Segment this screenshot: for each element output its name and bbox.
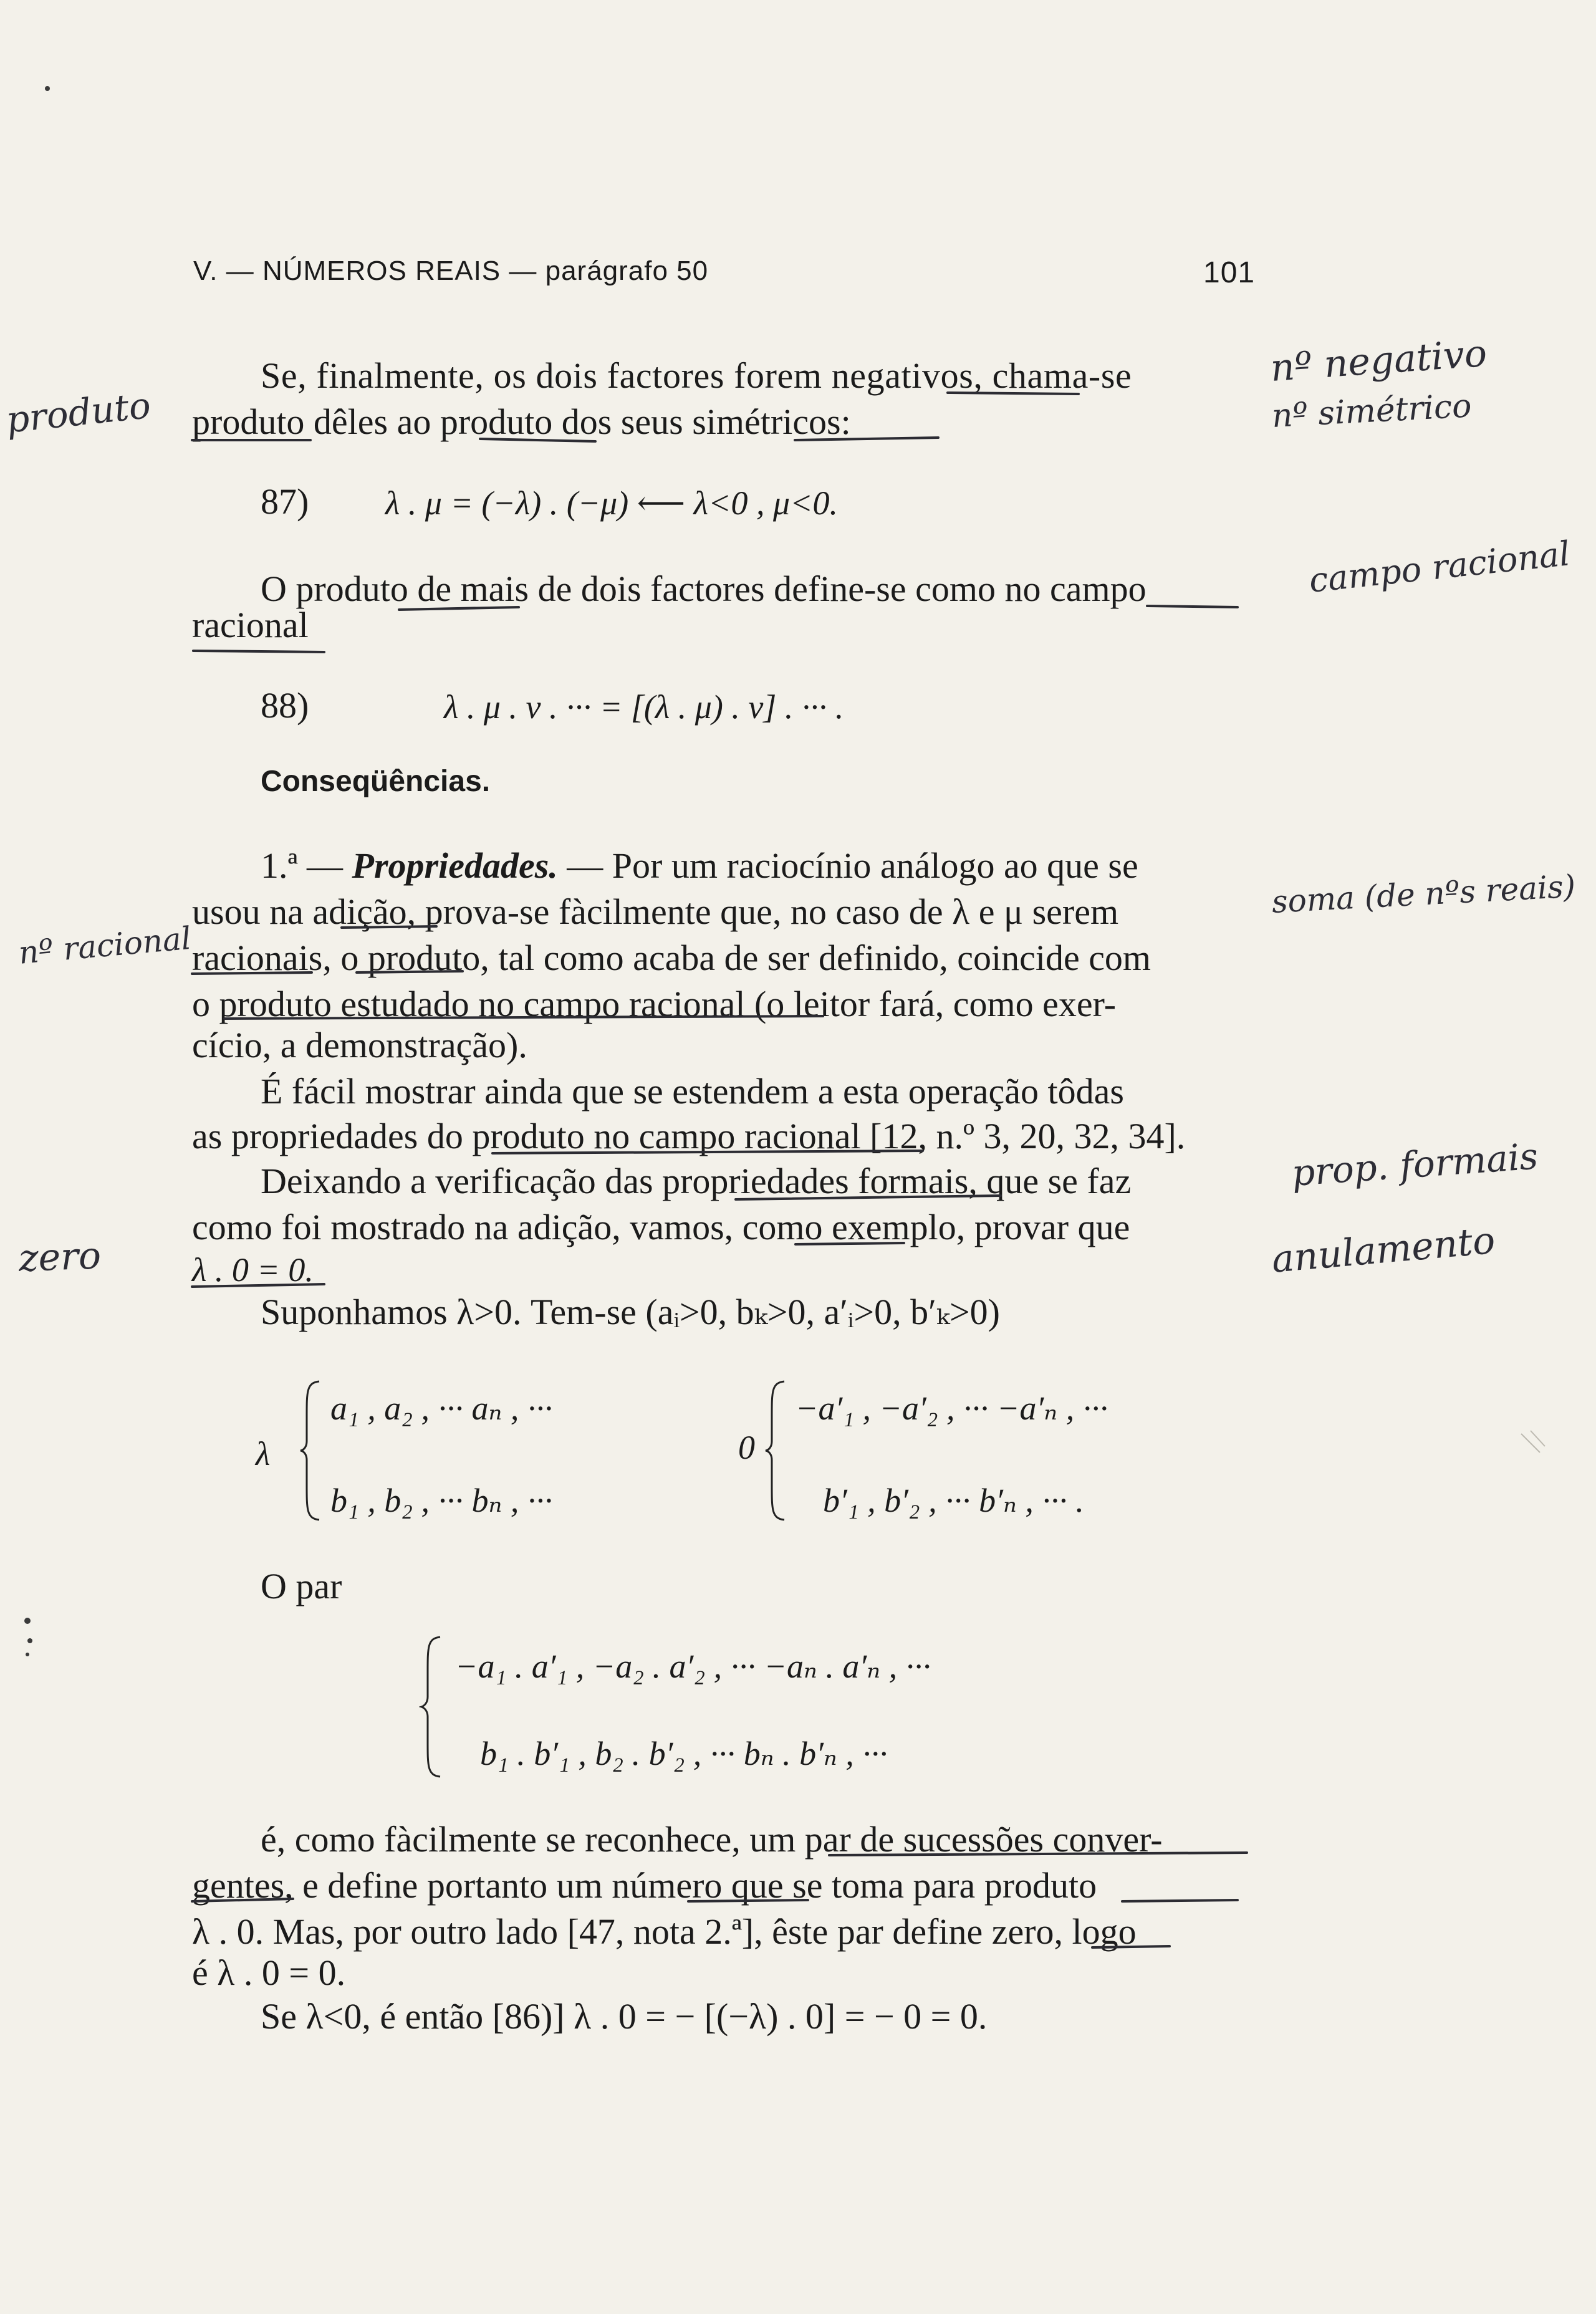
- running-header: V. — NÚMEROS REAIS — parágrafo 50: [193, 256, 709, 286]
- property-line-6: É fácil mostrar ainda que se estendem a esta operação tôdas: [261, 1071, 1124, 1111]
- product-pair-bottom: b₁ . b′₁ , b₂ . b′₂ , ··· bₙ . b′ₙ , ···: [480, 1735, 888, 1772]
- conclusion-line-4: é λ . 0 = 0.: [192, 1952, 346, 1993]
- margin-note-product: produto: [4, 383, 153, 441]
- margin-note-symmetric: nº simétrico: [1271, 387, 1473, 435]
- margin-note-formal-properties: prop. formais: [1290, 1135, 1540, 1194]
- zero-top-sequence: −a′₁ , −a′₂ , ··· −a′ₙ , ···: [796, 1390, 1108, 1427]
- paragraph-2-line-1: O produto de mais de dois factores define-se como no campo: [261, 569, 1147, 609]
- property-line-11: Suponhamos λ>0. Tem-se (aᵢ>0, bₖ>0, a′ᵢ>0, b′ₖ>0): [261, 1292, 1000, 1332]
- property-title: Propriedades.: [352, 845, 558, 886]
- conclusion-line-3: λ . 0. Mas, por outro lado [47, nota 2.ª], êste par define zero, logo: [192, 1911, 1137, 1952]
- equation-87-formula: λ . μ = (−λ) . (−μ) ⟵ λ<0 , μ<0.: [385, 484, 839, 522]
- paragraph-1-line-2: produto dêles ao produto dos seus simétricos:: [192, 401, 851, 442]
- property-line-2: usou na adição, prova-se fàcilmente que, no caso de λ e μ serem: [192, 891, 1119, 932]
- lambda-top-sequence: a₁ , a₂ , ··· aₙ , ···: [330, 1390, 553, 1427]
- property-line-10: λ . 0 = 0.: [192, 1251, 314, 1289]
- equation-88-label: 88): [261, 685, 309, 726]
- property-line-7: as propriedades do produto no campo racional [12, n.º 3, 20, 32, 34].: [192, 1116, 1186, 1156]
- o-par-text: O par: [261, 1566, 342, 1606]
- conclusion-line-5: Se λ<0, é então [86)] λ . 0 = − [(−λ) . 0] = − 0 = 0.: [261, 1996, 988, 2037]
- property-line-5: cício, a demonstração).: [192, 1025, 527, 1065]
- margin-note-negative: nº negativo: [1269, 331, 1489, 390]
- margin-note-zero: zero: [17, 1234, 102, 1280]
- paragraph-2-line-2: racional: [192, 605, 309, 645]
- zero-bottom-sequence: b′₁ , b′₂ , ··· b′ₙ , ··· .: [823, 1482, 1084, 1519]
- property-line-9: como foi mostrado na adição, vamos, como exemplo, provar que: [192, 1207, 1130, 1247]
- margin-note-rational-number: nº racional: [17, 919, 193, 971]
- paragraph-1-line-1: Se, finalmente, os dois factores forem negativos, chama-se: [261, 355, 1132, 396]
- section-title: Conseqüências.: [261, 765, 491, 798]
- margin-note-annulment: anulamento: [1269, 1218, 1497, 1282]
- conclusion-line-1: é, como fàcilmente se reconhece, um par de sucessões conver-: [261, 1819, 1163, 1860]
- equation-88-formula: λ . μ . ν . ··· = [(λ . μ) . ν] . ··· .: [444, 688, 844, 726]
- margin-note-rational-field: campo racional: [1307, 534, 1572, 600]
- lambda-bottom-sequence: b₁ , b₂ , ··· bₙ , ···: [330, 1482, 553, 1519]
- property-line-1-rest: — Por um raciocínio análogo ao que se: [567, 845, 1138, 886]
- property-line-8: Deixando a verificação das propriedades formais, que se faz: [261, 1161, 1132, 1201]
- property-line-4: o produto estudado no campo racional (o leitor fará, como exer-: [192, 984, 1117, 1024]
- product-pair-top: −a₁ . a′₁ , −a₂ . a′₂ , ··· −aₙ . a′ₙ , ···: [455, 1648, 931, 1685]
- margin-note-sum: soma (de nºs reais): [1271, 868, 1577, 920]
- zero-symbol: 0: [738, 1429, 755, 1466]
- property-number: 1.ª —: [261, 845, 344, 886]
- page-number: 101: [1203, 256, 1256, 289]
- property-line-3: racionais, o produto, tal como acaba de ser definido, coincide com: [192, 938, 1151, 978]
- conclusion-line-2: gentes, e define portanto um número que se toma para produto: [192, 1865, 1097, 1906]
- lambda-symbol: λ: [256, 1435, 271, 1472]
- equation-87-label: 87): [261, 481, 309, 522]
